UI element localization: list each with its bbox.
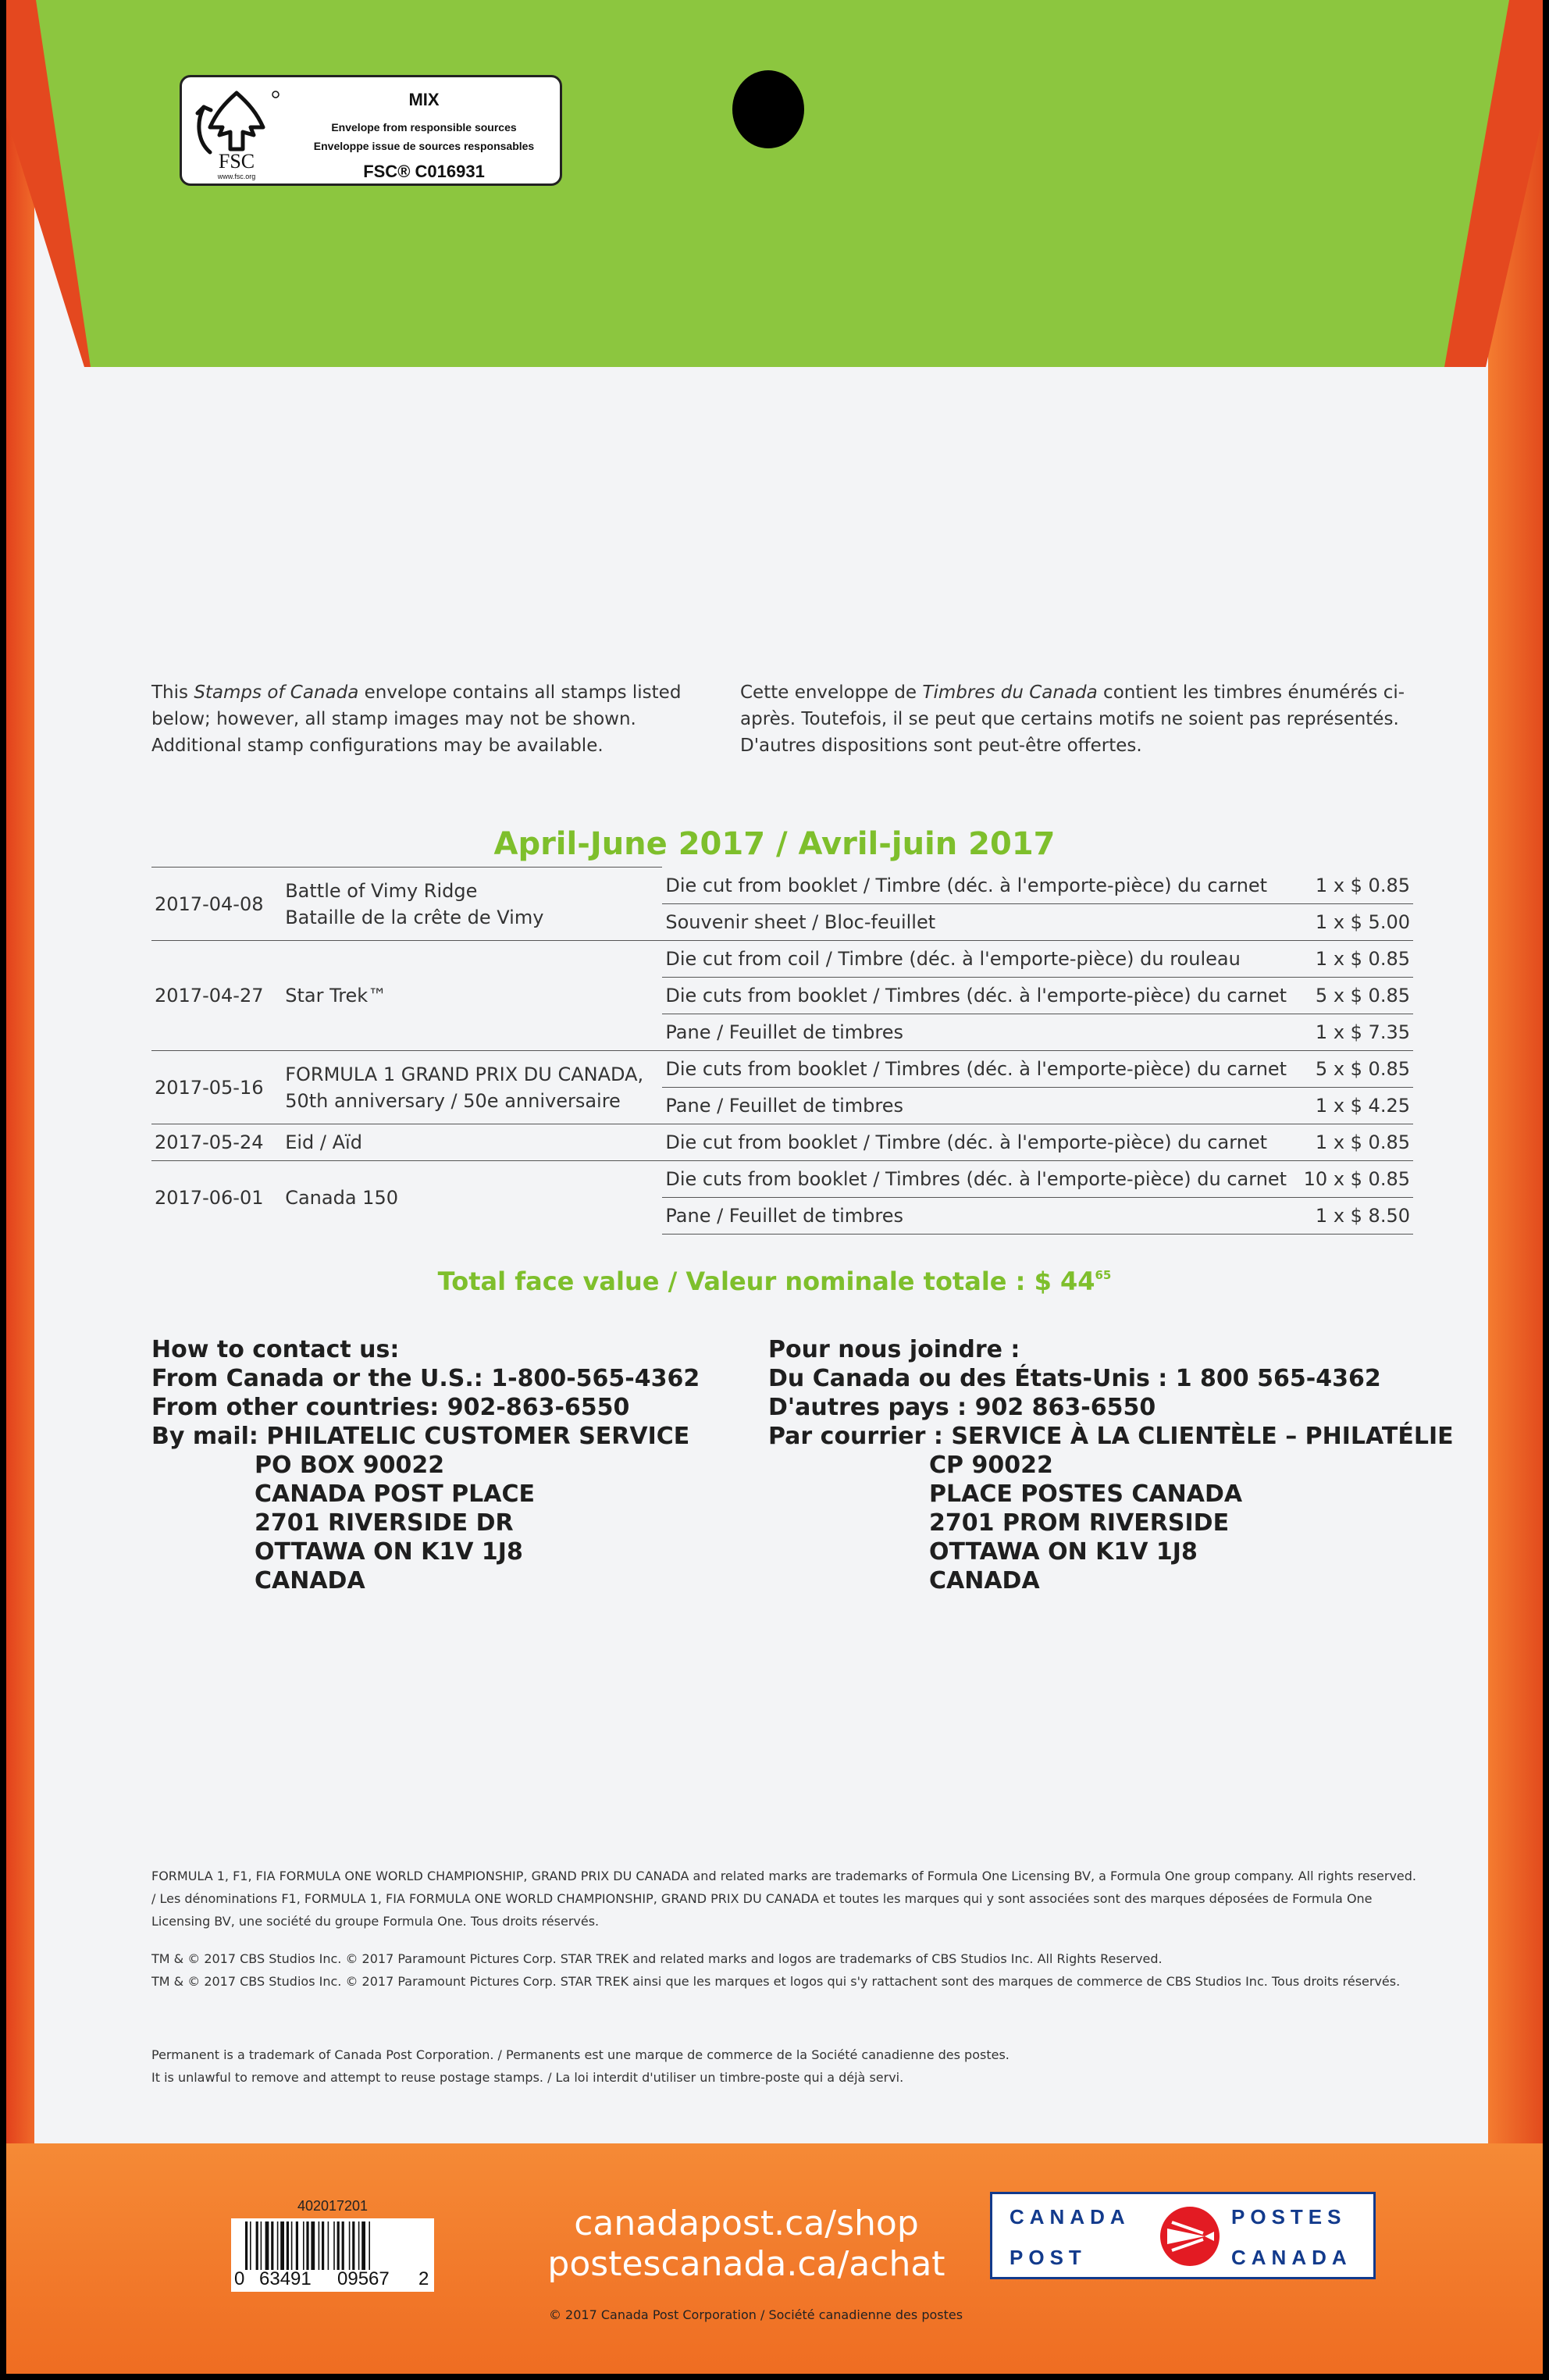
fsc-certification-label: [180, 75, 562, 186]
table-row: [151, 1161, 1413, 1198]
hang-hole: [732, 70, 804, 148]
address-line: SERVICE À LA CLIENTÈLE – PHILATÉLIE: [951, 1423, 1454, 1450]
shop-url-fr[interactable]: postescanada.ca/achat: [547, 2244, 945, 2284]
intro-en-title: Stamps of Canada: [194, 682, 359, 703]
issue-date: 2017-04-08: [151, 868, 282, 941]
issue-format: Die cuts from booklet / Timbres (déc. à l'emporte-pièce) du carnet: [662, 1161, 1290, 1198]
contact-heading: How to contact us:: [151, 1336, 400, 1363]
intro-en-prefix: This: [151, 682, 194, 703]
intro-french: [740, 679, 1419, 759]
issue-date: 2017-04-27: [151, 941, 282, 1051]
upc-barcode: [231, 2198, 434, 2295]
address-line: CP 90022: [929, 1452, 1053, 1479]
legal-text: It is unlawful to remove and attempt to reuse postage stamps. / La loi interdit d'utiliser un timbre-poste qui a déjà servi.: [151, 2070, 904, 2085]
address-line: 2701 PROM RIVERSIDE: [929, 1509, 1230, 1537]
total-label: Total face value / Valeur nominale totale : $ 44: [437, 1267, 1095, 1296]
issue-name: Star Trek™: [282, 941, 662, 1051]
canada-post-eagle-icon: [1156, 2205, 1223, 2268]
copyright: © 2017 Canada Post Corporation / Société canadienne des postes: [548, 2307, 963, 2322]
issue-name: Battle of Vimy Ridge Bataille de la crête de Vimy: [282, 868, 662, 941]
issue-date: 2017-05-24: [151, 1124, 282, 1161]
barcode-digit-right: 2: [418, 2268, 429, 2289]
address-line: PO BOX 90022: [255, 1452, 445, 1479]
table-row: [151, 1124, 1413, 1161]
address-line: PLACE POSTES CANADA: [929, 1480, 1243, 1508]
intro-fr-rest: contient les timbres énumérés ci-après. Toutefois, il se peut que certains motifs ne soient pas représentés. D'autres dispositions sont peut-être offertes.: [740, 682, 1405, 756]
issue-quantity: 10 x $ 0.85: [1290, 1161, 1413, 1198]
mail-label: Par courrier :: [768, 1423, 952, 1450]
total-face-value: [6, 1267, 1543, 1296]
phone-number[interactable]: 902-863-6550: [447, 1394, 630, 1421]
address-line: 2701 RIVERSIDE DR: [255, 1509, 514, 1537]
legal-text: Permanent is a trademark of Canada Post Corporation. / Permanents est une marque de commerce de la Société canadienne des postes.: [151, 2047, 1010, 2062]
phone-number[interactable]: 1 800 565-4362: [1175, 1365, 1381, 1392]
section-title: April-June 2017 / Avril-juin 2017: [493, 826, 1056, 862]
mail-row: [151, 1422, 760, 1451]
fsc-brand-text: FSC: [218, 150, 255, 173]
legal-startrek: [151, 1947, 1416, 1993]
fsc-mix: MIX: [408, 90, 440, 109]
intro-fr-prefix: Cette enveloppe de: [740, 682, 923, 703]
product-number: 402017201: [297, 2198, 369, 2214]
address-line: CANADA POST PLACE: [255, 1480, 535, 1508]
contact-row: From Canada or the U.S.: 1-800-565-4362: [151, 1365, 700, 1392]
issue-quantity: 5 x $ 0.85: [1290, 978, 1413, 1014]
contact-row: D'autres pays : 902 863-6550: [768, 1394, 1156, 1421]
fsc-code: FSC® C016931: [363, 162, 485, 181]
fsc-tree-logo-icon: [190, 84, 283, 181]
legal-permanent: [151, 2043, 1416, 2089]
address-line: OTTAWA ON K1V 1J8: [929, 1538, 1198, 1566]
intro-en-rest: envelope contains all stamps listed below; however, all stamp images may not be shown. Additional stamp configurations may be available.: [151, 682, 682, 756]
legal-text: FORMULA 1, F1, FIA FORMULA ONE WORLD CHAMPIONSHIP, GRAND PRIX DU CANADA and related marks are trademarks of Formula One Licensing BV, a Formula One group company. All rights reserved. / Les dénominations F1, FORMULA 1, FIA FORMULA ONE WORLD CHAMPIONSHIP, GRAND PRIX DU CANADA et toutes les marques qui y sont associées sont des marques déposées de Formula One Licensing BV, une société du groupe Formula One. Tous droits réservés.: [151, 1869, 1416, 1929]
fsc-line-fr: Enveloppe issue de sources responsables: [313, 140, 535, 152]
issue-format: Die cuts from booklet / Timbres (déc. à l'emporte-pièce) du carnet: [662, 978, 1290, 1014]
issue-name: FORMULA 1 GRAND PRIX DU CANADA, 50th anniversary / 50e anniversaire: [282, 1051, 662, 1124]
issue-quantity: 1 x $ 4.25: [1290, 1088, 1413, 1124]
phone-number[interactable]: 902 863-6550: [974, 1394, 1156, 1421]
issue-format: Die cuts from booklet / Timbres (déc. à l'emporte-pièce) du carnet: [662, 1051, 1290, 1088]
issue-name: Eid / Aïd: [282, 1124, 662, 1161]
logo-canada-fr: CANADA: [1231, 2246, 1352, 2269]
logo-post: POST: [1010, 2246, 1087, 2269]
phone-number[interactable]: 1-800-565-4362: [491, 1365, 700, 1392]
issue-quantity: 1 x $ 7.35: [1290, 1014, 1413, 1051]
address-line: CANADA: [929, 1567, 1040, 1594]
contact-row: Du Canada ou des États-Unis : 1 800 565-4362: [768, 1365, 1381, 1392]
stamp-issue-table: [151, 867, 1413, 1235]
issue-format: Pane / Feuillet de timbres: [662, 1198, 1290, 1235]
issue-date: 2017-05-16: [151, 1051, 282, 1124]
issue-format: Pane / Feuillet de timbres: [662, 1014, 1290, 1051]
issue-format: Die cut from booklet / Timbre (déc. à l'emporte-pièce) du carnet: [662, 1124, 1290, 1161]
fsc-line-en: Envelope from responsible sources: [331, 121, 517, 134]
issue-format: Souvenir sheet / Bloc-feuillet: [662, 904, 1290, 941]
barcode-digits-group2: 09567: [337, 2268, 390, 2289]
address-line: CANADA: [255, 1567, 365, 1594]
barcode-digit-left: 0: [234, 2268, 245, 2289]
issue-quantity: 1 x $ 5.00: [1290, 904, 1413, 941]
contact-row: From other countries: 902-863-6550: [151, 1394, 630, 1421]
issue-format: Die cut from booklet / Timbre (déc. à l'emporte-pièce) du carnet: [662, 868, 1290, 904]
barcode-digits: [231, 2268, 434, 2295]
issue-name: Canada 150: [282, 1161, 662, 1235]
logo-postes: POSTES: [1231, 2205, 1347, 2229]
total-cents: 65: [1095, 1268, 1112, 1282]
mail-label: By mail:: [151, 1423, 267, 1450]
table-row: [151, 1051, 1413, 1088]
issue-format: Pane / Feuillet de timbres: [662, 1088, 1290, 1124]
address-line: OTTAWA ON K1V 1J8: [255, 1538, 523, 1566]
table-row: [151, 941, 1413, 978]
issue-quantity: 1 x $ 8.50: [1290, 1198, 1413, 1235]
legal-text: TM & © 2017 CBS Studios Inc. © 2017 Paramount Pictures Corp. STAR TREK ainsi que les marques et logos qui s'y rattachent sont des marques de commerce de CBS Studios Inc. Tous droits réservés.: [151, 1974, 1401, 1989]
intro-english: [151, 679, 714, 759]
issue-quantity: 1 x $ 0.85: [1290, 868, 1413, 904]
issue-quantity: 1 x $ 0.85: [1290, 1124, 1413, 1161]
contact-english: [151, 1335, 760, 1595]
legal-text: TM & © 2017 CBS Studios Inc. © 2017 Paramount Pictures Corp. STAR TREK and related marks and logos are trademarks of CBS Studios Inc. All Rights Reserved.: [151, 1951, 1163, 1966]
issue-quantity: 1 x $ 0.85: [1290, 941, 1413, 978]
intro-fr-title: Timbres du Canada: [922, 682, 1098, 703]
fsc-website: www.fsc.org: [217, 173, 256, 180]
issue-quantity: 5 x $ 0.85: [1290, 1051, 1413, 1088]
canada-post-logo: [990, 2192, 1376, 2279]
shop-url-en[interactable]: canadapost.ca/shop: [574, 2204, 919, 2243]
issue-format: Die cut from coil / Timbre (déc. à l'emporte-pièce) du rouleau: [662, 941, 1290, 978]
legal-formula1: [151, 1865, 1416, 1933]
logo-canada: CANADA: [1010, 2205, 1131, 2229]
contact-heading: Pour nous joindre :: [768, 1336, 1020, 1363]
issue-date: 2017-06-01: [151, 1161, 282, 1235]
address-line: PHILATELIC CUSTOMER SERVICE: [266, 1423, 690, 1450]
envelope-back: [6, 0, 1543, 2374]
mail-row: [768, 1422, 1471, 1451]
contact-french: [768, 1335, 1471, 1595]
barcode-digits-group1: 63491: [259, 2268, 312, 2289]
table-row: [151, 868, 1413, 904]
